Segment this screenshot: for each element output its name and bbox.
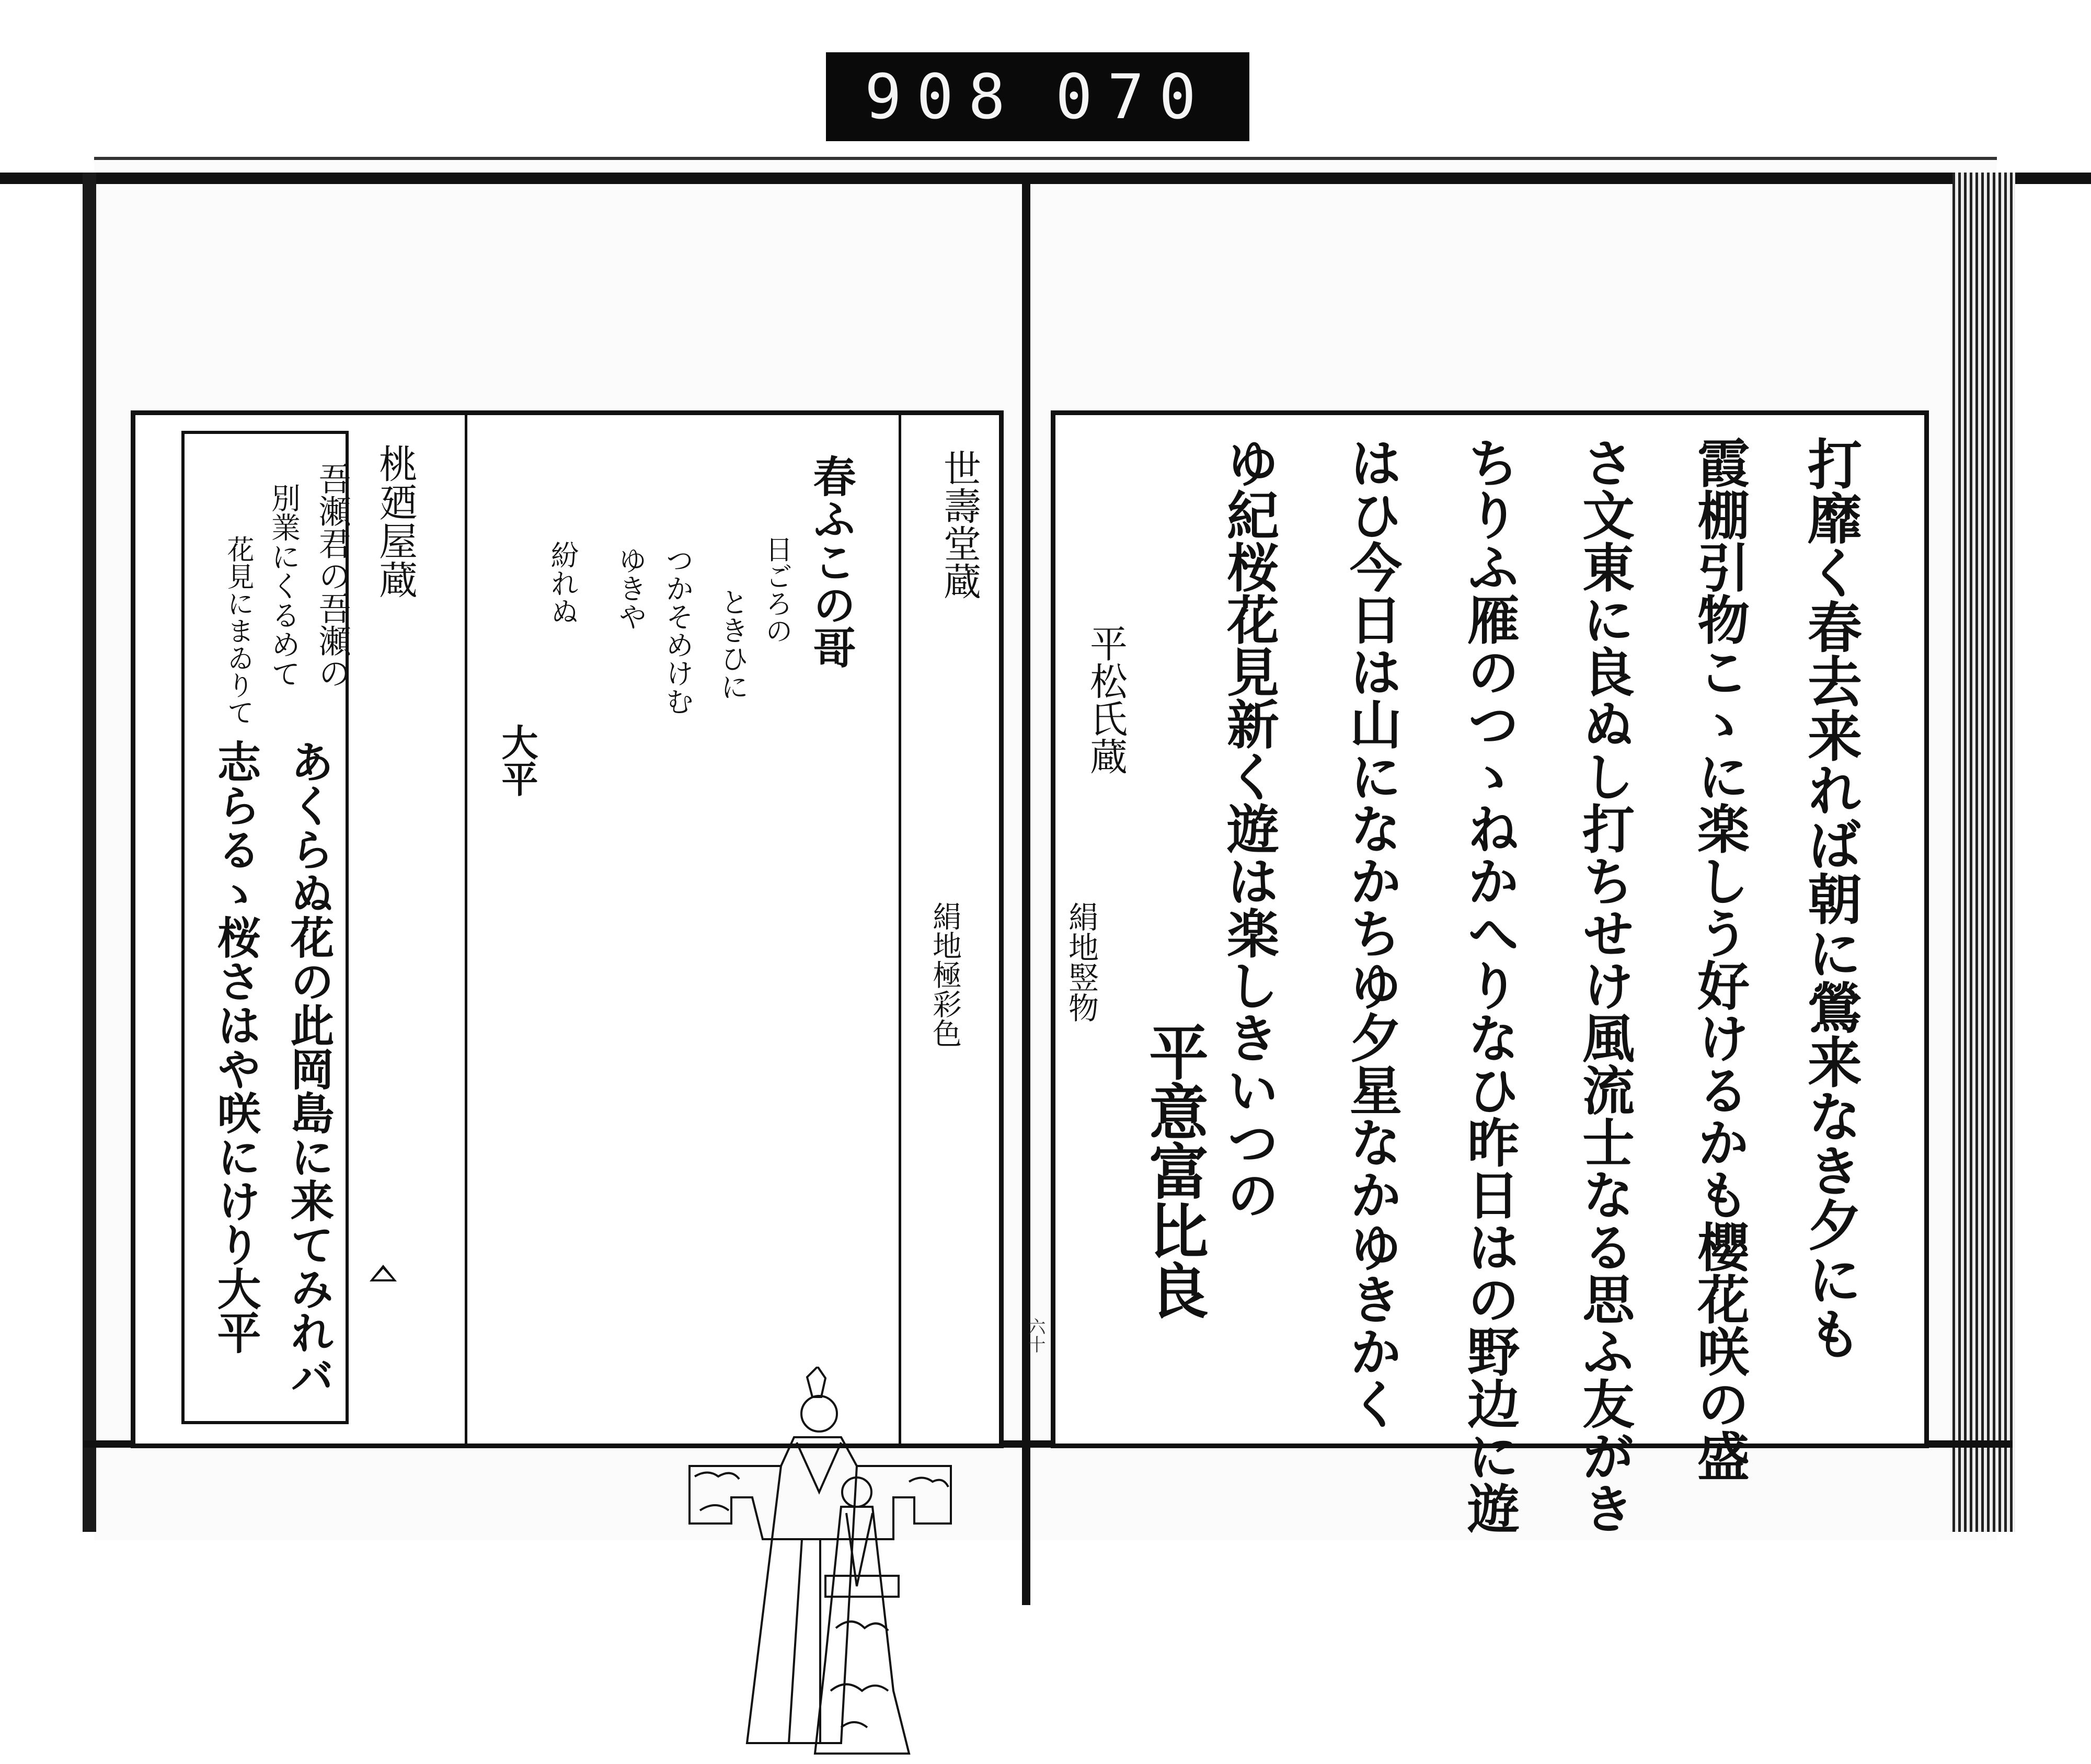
- column-divider-2: [899, 415, 901, 1444]
- right-text-column-5: はひ今日は山になかちゆ夕星なかゆきかく: [1341, 436, 1403, 1429]
- left-poem-title: 春ふこの哥: [806, 454, 856, 669]
- left-poem-line-a: 日ごろの: [761, 535, 792, 644]
- right-text-column-3: さ文東に良ぬし打ちせけ風流士なる思ふ友がき: [1573, 436, 1635, 1534]
- left-intro-line-2: 別業にくるめて: [267, 483, 301, 688]
- right-text-column-4: ちりふ雁のつゝねかへりなひ昨日はの野边に遊: [1458, 436, 1520, 1534]
- left-intro-line-3: 花見にまゐりて: [222, 535, 254, 726]
- scan-top-edge: [0, 173, 2091, 184]
- right-page-frame: [1051, 410, 1929, 1534]
- left-intro-line-1: 吾瀬君の吾瀬の: [313, 462, 351, 689]
- decorative-triangle-mark: [370, 1265, 397, 1281]
- left-owner-label: 桃廼屋蔵: [373, 444, 418, 599]
- left-page-frame: [131, 410, 1004, 1448]
- column-divider-1: [465, 415, 467, 1444]
- frame-number: 070: [1055, 61, 1211, 133]
- page-folio-number: 六十: [1025, 1318, 1046, 1353]
- right-signature: 平意富比良: [1139, 1022, 1209, 1320]
- left-poem-line-c: つかそめけむ: [661, 546, 694, 715]
- book-left-edge: [83, 173, 96, 1532]
- right-text-column-2: 霞棚引物こゝに楽しう好けるかも櫻花咲の盛: [1688, 436, 1750, 1482]
- left-poem-line-b: ときひに: [716, 588, 749, 701]
- left-material-label: 絹地極彩色: [928, 901, 962, 1048]
- left-poem-line-d: ゆきや: [614, 546, 647, 631]
- hina-dolls-illustration: [684, 1367, 956, 1764]
- left-poem-signature: 大平: [496, 724, 539, 797]
- left-poem-line-1: あくらぬ花の此岡島に来てみれバ: [283, 739, 335, 1398]
- right-text-column-1: 打靡く春去来れば朝に鶯来なき夕にも: [1798, 436, 1863, 1360]
- left-collector-label: 世壽堂蔵: [937, 449, 981, 600]
- left-poem-line-e: 紛れぬ: [546, 541, 579, 625]
- microfilm-frame-counter: [826, 52, 1249, 141]
- left-poem-line-2: 志らるゝ桜さはや咲にけり大平: [210, 739, 262, 1354]
- right-material-label: 絹地竪物: [1063, 901, 1099, 1023]
- right-text-column-6: ゆ紀桜花見新く遊は楽しきいつの: [1218, 436, 1280, 1220]
- book-page-stack: [1952, 173, 2015, 1532]
- right-owner-label: 平松氏蔵: [1084, 624, 1128, 775]
- roll-number: 908: [864, 61, 1020, 133]
